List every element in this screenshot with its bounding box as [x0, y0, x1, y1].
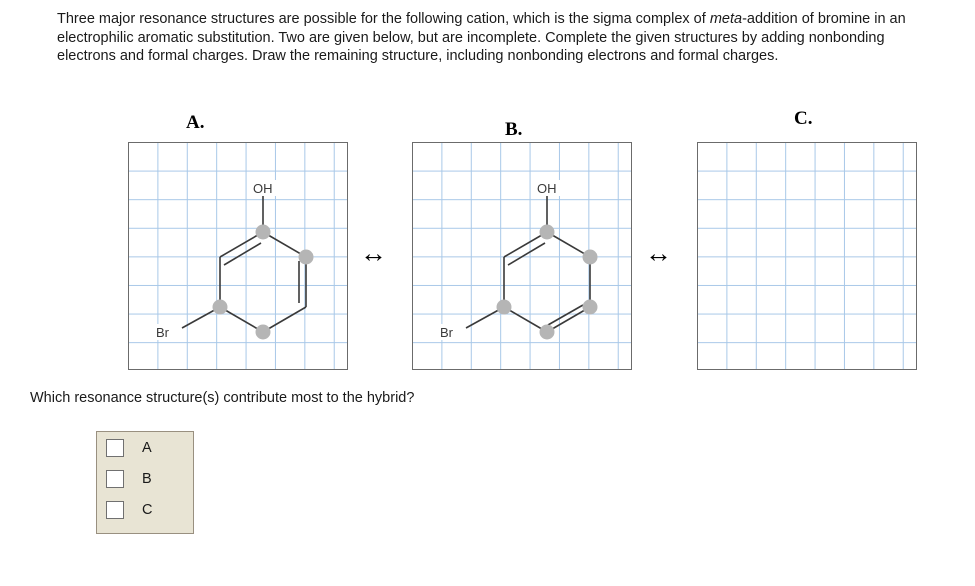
prompt-part-1: Three major resonance structures are possible for the following cation, which is the sigma complex of [57, 11, 710, 27]
resonance-arrow-1: ↔ [360, 238, 387, 268]
atom-label-br-a: Br [156, 325, 169, 340]
checkbox-c[interactable] [106, 501, 124, 519]
choice-row-c[interactable] [97, 494, 193, 525]
choice-row-a[interactable] [97, 432, 193, 463]
prompt-emphasis-meta: meta [709, 11, 743, 27]
question-prompt [57, 10, 937, 66]
subquestion-text: Which resonance structure(s) contribute most to the hybrid? [30, 390, 415, 406]
checkbox-a[interactable] [106, 439, 124, 457]
molecule-structure-a [128, 142, 348, 370]
checkbox-b[interactable] [106, 470, 124, 488]
atom-label-br-b: Br [440, 325, 453, 340]
choice-label-a: A [142, 439, 152, 456]
prompt-part-2: -addition of bromine in an electrophilic aromatic substitution. Two are given below, but are incomplete. Complete the given structures by adding nonbonding electrons and formal charges. Draw the remaining structure, including nonbonding electrons and formal charges. [57, 11, 906, 64]
structure-label-c: C. [794, 108, 813, 129]
drawing-canvas-c[interactable] [697, 142, 917, 370]
resonance-arrow-2: ↔ [645, 238, 672, 268]
atom-label-oh-a: OH [253, 181, 273, 196]
structure-label-a: A. [186, 112, 205, 133]
choice-label-b: B [142, 470, 152, 487]
choice-label-c: C [142, 501, 153, 518]
atom-label-oh-b: OH [537, 181, 557, 196]
answer-choices-panel [96, 431, 194, 534]
choice-row-b[interactable] [97, 463, 193, 494]
molecule-structure-b [412, 142, 632, 370]
structure-label-b: B. [505, 119, 523, 140]
